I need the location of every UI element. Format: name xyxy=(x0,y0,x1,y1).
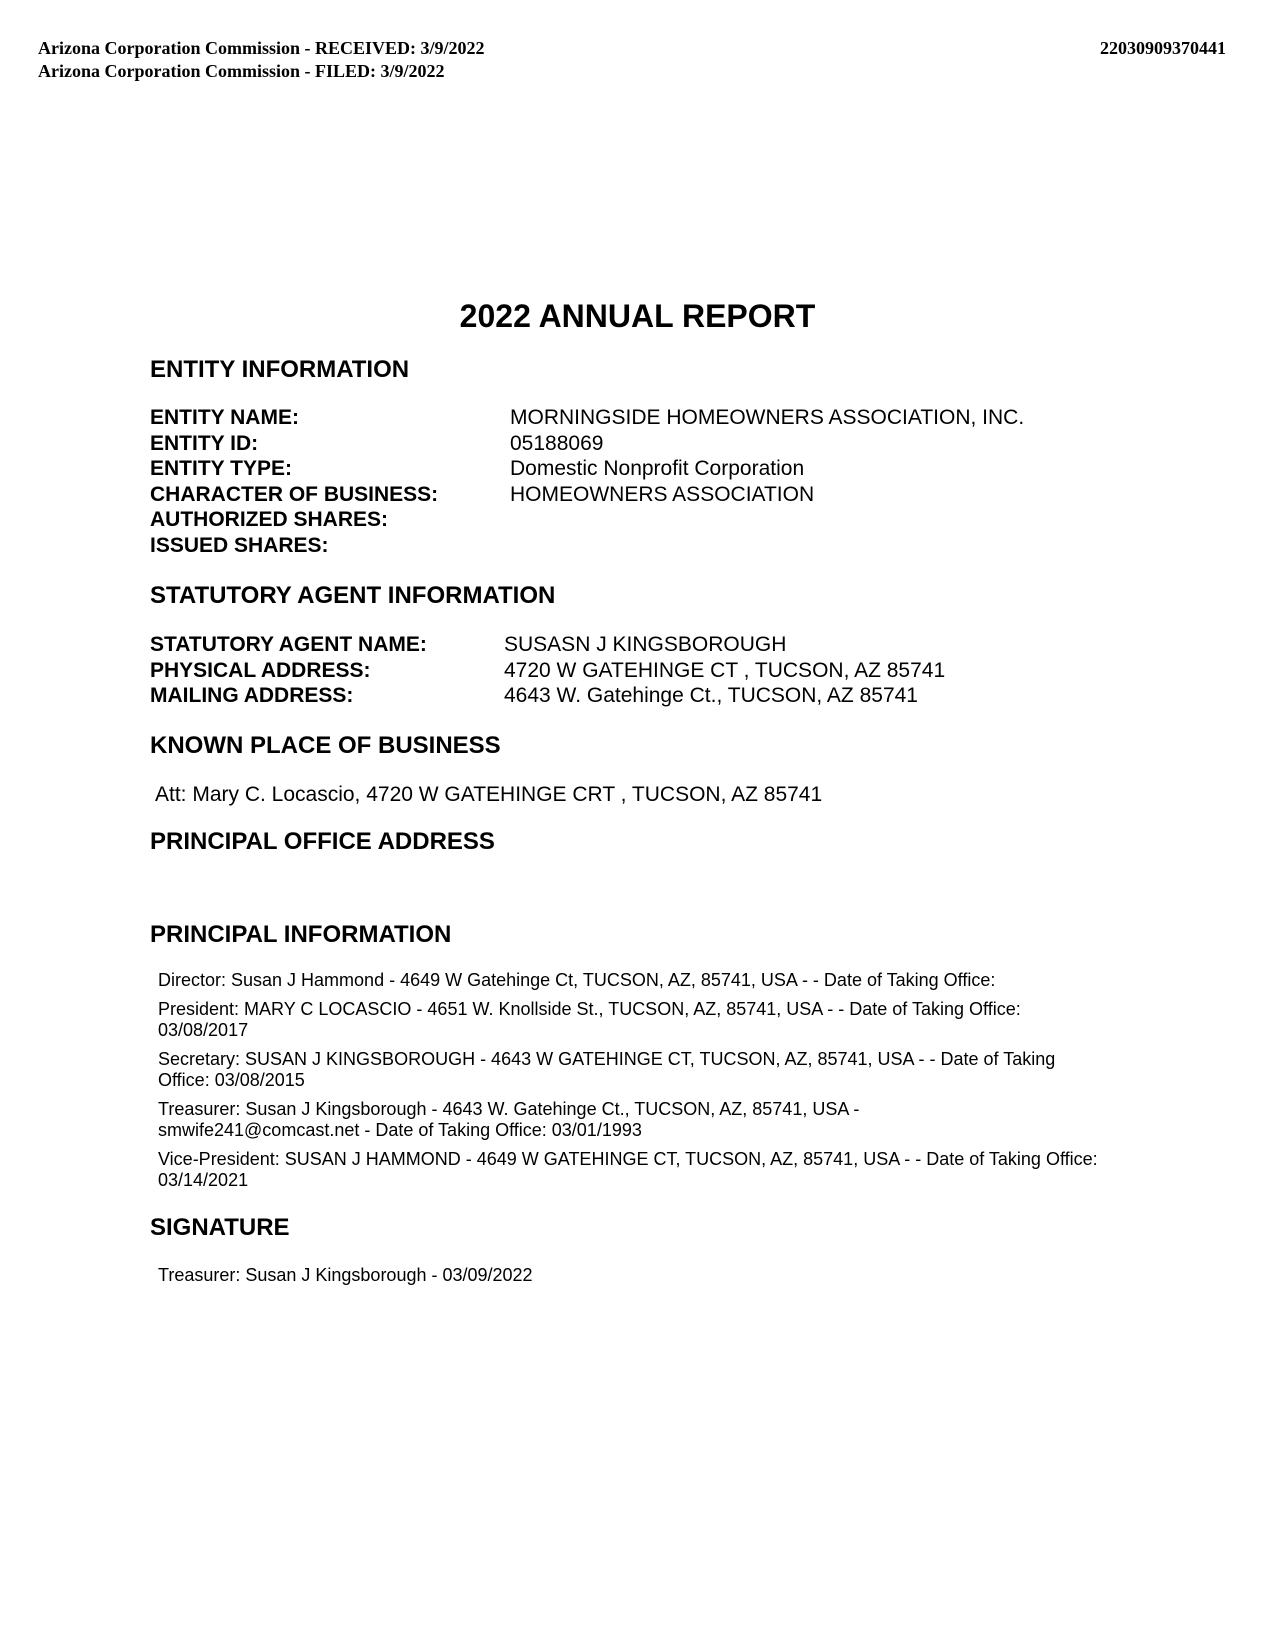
field-label: ENTITY ID: xyxy=(150,431,259,455)
document-number: 22030909370441 xyxy=(1100,38,1226,58)
field-value: Domestic Nonprofit Corporation xyxy=(510,457,805,480)
principal-vice-president: Vice-President: SUSAN J HAMMOND - 4649 W GATEHINGE CT, TUCSON, AZ, 85741, USA - - Date of Taking Office: 03/14/2021 xyxy=(158,1148,1098,1190)
entity-information-fields xyxy=(150,405,1024,558)
field-label: MAILING ADDRESS: xyxy=(150,684,354,707)
filing-stamp xyxy=(38,37,485,83)
field-label: CHARACTER OF BUSINESS: xyxy=(150,482,439,506)
field-value: 05188069 xyxy=(510,431,604,455)
principal-president: President: MARY C LOCASCIO - 4651 W. Knollside St., TUCSON, AZ, 85741, USA - - Date of Taking Office: 03/08/2017 xyxy=(158,998,1021,1040)
statutory-agent-heading: STATUTORY AGENT INFORMATION xyxy=(150,582,556,609)
principal-treasurer: Treasurer: Susan J Kingsborough - 4643 W. Gatehinge Ct., TUCSON, AZ, 85741, USA - smwife241@comcast.net - Date of Taking Office: 03/01/1993 xyxy=(158,1098,860,1140)
agent-name-row xyxy=(150,632,945,658)
principal-secretary: Secretary: SUSAN J KINGSBOROUGH - 4643 W GATEHINGE CT, TUCSON, AZ, 85741, USA - - Date of Taking Office: 03/08/2015 xyxy=(158,1048,1056,1090)
statutory-agent-fields xyxy=(150,632,945,709)
filed-stamp: Arizona Corporation Commission - FILED: 3/9/2022 xyxy=(38,61,445,81)
field-label: STATUTORY AGENT NAME: xyxy=(150,633,427,656)
known-place-heading: KNOWN PLACE OF BUSINESS xyxy=(150,732,501,759)
field-value: MORNINGSIDE HOMEOWNERS ASSOCIATION, INC. xyxy=(510,406,1025,429)
field-value: HOMEOWNERS ASSOCIATION xyxy=(510,482,815,506)
entity-type-row xyxy=(150,456,1024,482)
field-value: 4720 W GATEHINGE CT , TUCSON, AZ 85741 xyxy=(504,658,946,682)
page-title: 2022 ANNUAL REPORT xyxy=(459,298,816,334)
field-value: 4643 W. Gatehinge Ct., TUCSON, AZ 85741 xyxy=(504,684,918,707)
known-place-address: Att: Mary C. Locascio, 4720 W GATEHINGE CRT , TUCSON, AZ 85741 xyxy=(155,783,823,806)
issued-shares-row xyxy=(150,533,1024,559)
mailing-address-row xyxy=(150,683,945,709)
signature-heading: SIGNATURE xyxy=(150,1214,290,1241)
field-label: ENTITY NAME: xyxy=(150,406,299,429)
field-label: ENTITY TYPE: xyxy=(150,457,292,480)
field-label: PHYSICAL ADDRESS: xyxy=(150,658,371,682)
field-label: ISSUED SHARES: xyxy=(150,533,329,557)
physical-address-row xyxy=(150,658,945,684)
field-label: AUTHORIZED SHARES: xyxy=(150,508,389,531)
principal-information-heading: PRINCIPAL INFORMATION xyxy=(150,921,452,948)
received-stamp: Arizona Corporation Commission - RECEIVED: 3/9/2022 xyxy=(38,38,485,58)
signature-line: Treasurer: Susan J Kingsborough - 03/09/2022 xyxy=(158,1265,533,1285)
principal-list xyxy=(158,970,1108,1199)
principal-director: Director: Susan J Hammond - 4649 W Gatehinge Ct, TUCSON, AZ, 85741, USA - - Date of Taking Office: xyxy=(158,970,996,990)
entity-information-heading: ENTITY INFORMATION xyxy=(150,356,410,383)
authorized-shares-row xyxy=(150,507,1024,533)
entity-id-row xyxy=(150,431,1024,457)
principal-office-heading: PRINCIPAL OFFICE ADDRESS xyxy=(150,828,495,855)
field-value: SUSASN J KINGSBOROUGH xyxy=(504,633,787,656)
entity-name-row xyxy=(150,405,1024,431)
character-of-business-row xyxy=(150,482,1024,508)
